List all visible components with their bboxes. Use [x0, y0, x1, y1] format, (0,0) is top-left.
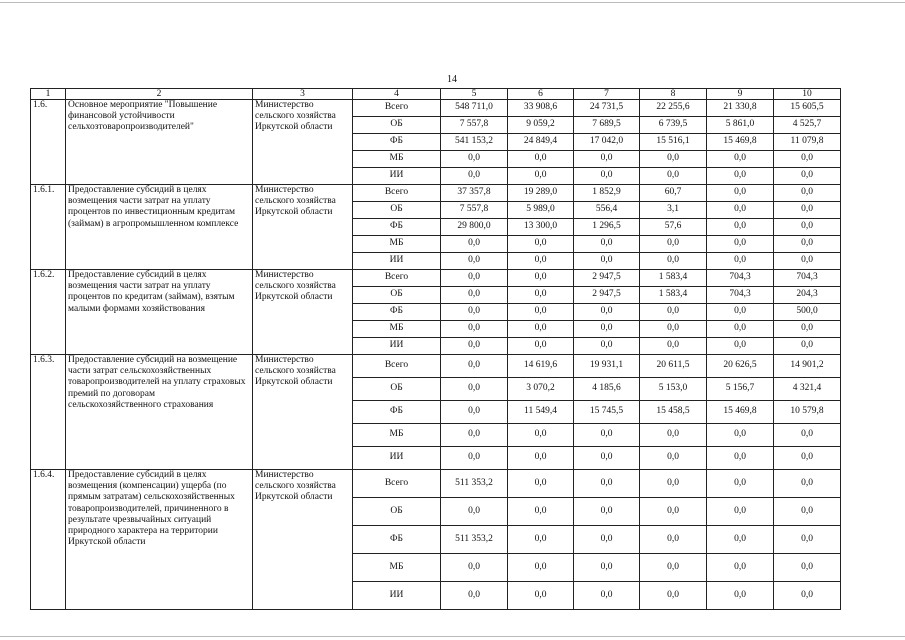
row-title: Основное мероприятие "Повышение финансовой устойчивости сельхозтоваропроизводителей"	[66, 100, 253, 185]
value-cell: 0,0	[574, 424, 640, 447]
value-cell: 22 255,6	[640, 100, 707, 117]
value-cell: 0,0	[774, 236, 841, 253]
row-title: Предоставление субсидий в целях возмещения (компенсации) ущерба (по прямым затратам) сельскохозяйственных товаропроизводителей, причиненного в результате чрезвычайных ситуаций природного характера на территории Иркутской области	[66, 470, 253, 610]
value-cell: 0,0	[441, 378, 508, 401]
value-cell: 0,0	[774, 582, 841, 610]
value-cell: 541 153,2	[441, 134, 508, 151]
funding-source: ФБ	[353, 304, 441, 321]
value-cell: 0,0	[441, 287, 508, 304]
value-cell: 0,0	[640, 554, 707, 582]
value-cell: 14 619,6	[508, 355, 574, 378]
funding-source: МБ	[353, 321, 441, 338]
value-cell: 0,0	[774, 185, 841, 202]
value-cell: 21 330,8	[707, 100, 774, 117]
value-cell: 0,0	[441, 554, 508, 582]
value-cell: 0,0	[640, 582, 707, 610]
value-cell: 0,0	[508, 253, 574, 270]
value-cell: 0,0	[441, 355, 508, 378]
value-cell: 0,0	[640, 151, 707, 168]
table-row	[31, 100, 841, 117]
value-cell: 0,0	[508, 151, 574, 168]
value-cell: 0,0	[574, 498, 640, 526]
value-cell: 0,0	[441, 401, 508, 424]
value-cell: 14 901,2	[774, 355, 841, 378]
header-cell: 9	[707, 89, 774, 100]
value-cell: 0,0	[508, 424, 574, 447]
value-cell: 0,0	[774, 526, 841, 554]
budget-table	[30, 88, 841, 610]
value-cell: 0,0	[774, 253, 841, 270]
value-cell: 24 731,5	[574, 100, 640, 117]
funding-source: Всего	[353, 355, 441, 378]
value-cell: 0,0	[707, 151, 774, 168]
funding-source: Всего	[353, 185, 441, 202]
value-cell: 0,0	[640, 470, 707, 498]
table-row	[31, 185, 841, 202]
value-cell: 0,0	[774, 219, 841, 236]
value-cell: 0,0	[707, 498, 774, 526]
value-cell: 0,0	[441, 236, 508, 253]
value-cell: 5 153,0	[640, 378, 707, 401]
value-cell: 0,0	[640, 498, 707, 526]
scan-edge-bottom	[0, 636, 905, 637]
value-cell: 548 711,0	[441, 100, 508, 117]
value-cell: 704,3	[707, 287, 774, 304]
value-cell: 0,0	[640, 253, 707, 270]
value-cell: 0,0	[707, 236, 774, 253]
header-cell: 7	[574, 89, 640, 100]
header-cell: 2	[66, 89, 253, 100]
table-row	[31, 270, 841, 287]
value-cell: 0,0	[508, 236, 574, 253]
value-cell: 0,0	[441, 270, 508, 287]
value-cell: 29 800,0	[441, 219, 508, 236]
header-cell: 10	[774, 89, 841, 100]
funding-source: ОБ	[353, 378, 441, 401]
value-cell: 704,3	[707, 270, 774, 287]
value-cell: 204,3	[774, 287, 841, 304]
funding-source: ИИ	[353, 338, 441, 355]
value-cell: 24 849,4	[508, 134, 574, 151]
header-cell: 5	[441, 89, 508, 100]
header-cell: 6	[508, 89, 574, 100]
value-cell: 0,0	[441, 151, 508, 168]
value-cell: 0,0	[574, 253, 640, 270]
value-cell: 1 583,4	[640, 270, 707, 287]
value-cell: 13 300,0	[508, 219, 574, 236]
value-cell: 0,0	[774, 338, 841, 355]
funding-source: ФБ	[353, 134, 441, 151]
value-cell: 500,0	[774, 304, 841, 321]
value-cell: 0,0	[574, 304, 640, 321]
value-cell: 0,0	[707, 582, 774, 610]
value-cell: 0,0	[707, 202, 774, 219]
value-cell: 1 852,9	[574, 185, 640, 202]
table-row	[31, 470, 841, 498]
row-org: Министерство сельского хозяйства Иркутской области	[253, 185, 353, 270]
value-cell: 0,0	[707, 447, 774, 470]
funding-source: МБ	[353, 236, 441, 253]
funding-source: ОБ	[353, 287, 441, 304]
value-cell: 0,0	[707, 304, 774, 321]
value-cell: 4 321,4	[774, 378, 841, 401]
value-cell: 0,0	[441, 168, 508, 185]
value-cell: 556,4	[574, 202, 640, 219]
value-cell: 0,0	[707, 424, 774, 447]
funding-source: Всего	[353, 270, 441, 287]
row-title: Предоставление субсидий в целях возмещения части затрат на уплату процентов по кредитам (займам), взятым малыми формами хозяйствования	[66, 270, 253, 355]
value-cell: 20 626,5	[707, 355, 774, 378]
value-cell: 15 469,8	[707, 134, 774, 151]
value-cell: 4 185,6	[574, 378, 640, 401]
row-title: Предоставление субсидий в целях возмещения части затрат на уплату процентов по инвестиционным кредитам (займам) в агропромышленном комплексе	[66, 185, 253, 270]
value-cell: 7 557,8	[441, 117, 508, 134]
value-cell: 0,0	[508, 554, 574, 582]
funding-source: ОБ	[353, 498, 441, 526]
value-cell: 0,0	[441, 424, 508, 447]
funding-source: Всего	[353, 470, 441, 498]
value-cell: 57,6	[640, 219, 707, 236]
value-cell: 0,0	[640, 321, 707, 338]
value-cell: 0,0	[774, 202, 841, 219]
value-cell: 0,0	[774, 554, 841, 582]
value-cell: 0,0	[441, 321, 508, 338]
funding-source: ОБ	[353, 202, 441, 219]
funding-source: МБ	[353, 554, 441, 582]
value-cell: 0,0	[707, 219, 774, 236]
value-cell: 0,0	[574, 470, 640, 498]
value-cell: 19 289,0	[508, 185, 574, 202]
funding-source: ФБ	[353, 526, 441, 554]
funding-source: ФБ	[353, 219, 441, 236]
value-cell: 0,0	[508, 270, 574, 287]
value-cell: 0,0	[774, 424, 841, 447]
value-cell: 10 579,8	[774, 401, 841, 424]
funding-source: МБ	[353, 424, 441, 447]
value-cell: 1 296,5	[574, 219, 640, 236]
header-cell: 3	[253, 89, 353, 100]
value-cell: 0,0	[640, 424, 707, 447]
value-cell: 15 469,8	[707, 401, 774, 424]
value-cell: 0,0	[640, 447, 707, 470]
value-cell: 0,0	[574, 582, 640, 610]
row-code: 1.6.4.	[31, 470, 66, 610]
value-cell: 0,0	[707, 168, 774, 185]
value-cell: 15 458,5	[640, 401, 707, 424]
value-cell: 0,0	[774, 321, 841, 338]
row-org: Министерство сельского хозяйства Иркутской области	[253, 100, 353, 185]
scan-edge-top	[0, 2, 905, 3]
value-cell: 0,0	[441, 582, 508, 610]
table-row	[31, 355, 841, 378]
value-cell: 0,0	[640, 236, 707, 253]
value-cell: 0,0	[508, 287, 574, 304]
value-cell: 7 689,5	[574, 117, 640, 134]
value-cell: 0,0	[508, 168, 574, 185]
value-cell: 0,0	[574, 168, 640, 185]
value-cell: 7 557,8	[441, 202, 508, 219]
value-cell: 20 611,5	[640, 355, 707, 378]
value-cell: 11 079,8	[774, 134, 841, 151]
value-cell: 0,0	[508, 304, 574, 321]
value-cell: 0,0	[774, 470, 841, 498]
value-cell: 0,0	[707, 338, 774, 355]
row-title: Предоставление субсидий на возмещение части затрат сельскохозяйственных товаропроизводителей на уплату страховых премий по договорам сельскохозяйственного страхования	[66, 355, 253, 470]
value-cell: 33 908,6	[508, 100, 574, 117]
value-cell: 2 947,5	[574, 270, 640, 287]
value-cell: 11 549,4	[508, 401, 574, 424]
value-cell: 5 989,0	[508, 202, 574, 219]
value-cell: 3,1	[640, 202, 707, 219]
value-cell: 0,0	[441, 253, 508, 270]
value-cell: 0,0	[640, 526, 707, 554]
value-cell: 0,0	[574, 338, 640, 355]
funding-source: ФБ	[353, 401, 441, 424]
row-code: 1.6.1.	[31, 185, 66, 270]
row-org: Министерство сельского хозяйства Иркутской области	[253, 470, 353, 610]
value-cell: 511 353,2	[441, 526, 508, 554]
header-cell: 8	[640, 89, 707, 100]
value-cell: 0,0	[774, 151, 841, 168]
funding-source: ИИ	[353, 447, 441, 470]
funding-source: ИИ	[353, 168, 441, 185]
header-cell: 4	[353, 89, 441, 100]
value-cell: 0,0	[441, 447, 508, 470]
value-cell: 0,0	[574, 151, 640, 168]
value-cell: 0,0	[707, 526, 774, 554]
value-cell: 2 947,5	[574, 287, 640, 304]
value-cell: 0,0	[707, 470, 774, 498]
row-code: 1.6.2.	[31, 270, 66, 355]
value-cell: 0,0	[574, 236, 640, 253]
value-cell: 0,0	[441, 338, 508, 355]
value-cell: 5 861,0	[707, 117, 774, 134]
value-cell: 0,0	[574, 447, 640, 470]
value-cell: 0,0	[774, 498, 841, 526]
header-cell: 1	[31, 89, 66, 100]
funding-source: Всего	[353, 100, 441, 117]
row-code: 1.6.3.	[31, 355, 66, 470]
page-number: 14	[447, 74, 457, 85]
value-cell: 0,0	[508, 582, 574, 610]
value-cell: 4 525,7	[774, 117, 841, 134]
value-cell: 0,0	[508, 470, 574, 498]
value-cell: 704,3	[774, 270, 841, 287]
value-cell: 0,0	[707, 321, 774, 338]
value-cell: 511 353,2	[441, 470, 508, 498]
funding-source: ИИ	[353, 582, 441, 610]
value-cell: 17 042,0	[574, 134, 640, 151]
value-cell: 0,0	[640, 338, 707, 355]
value-cell: 0,0	[508, 498, 574, 526]
value-cell: 6 739,5	[640, 117, 707, 134]
value-cell: 0,0	[707, 185, 774, 202]
value-cell: 0,0	[574, 554, 640, 582]
value-cell: 1 583,4	[640, 287, 707, 304]
value-cell: 19 931,1	[574, 355, 640, 378]
value-cell: 5 156,7	[707, 378, 774, 401]
row-org: Министерство сельского хозяйства Иркутской области	[253, 270, 353, 355]
value-cell: 0,0	[707, 554, 774, 582]
value-cell: 0,0	[774, 168, 841, 185]
value-cell: 0,0	[508, 338, 574, 355]
value-cell: 9 059,2	[508, 117, 574, 134]
value-cell: 0,0	[640, 304, 707, 321]
funding-source: ИИ	[353, 253, 441, 270]
value-cell: 0,0	[441, 304, 508, 321]
funding-source: ОБ	[353, 117, 441, 134]
value-cell: 3 070,2	[508, 378, 574, 401]
value-cell: 15 605,5	[774, 100, 841, 117]
value-cell: 15 516,1	[640, 134, 707, 151]
value-cell: 0,0	[574, 526, 640, 554]
value-cell: 0,0	[774, 447, 841, 470]
value-cell: 37 357,8	[441, 185, 508, 202]
header-row	[31, 89, 841, 100]
value-cell: 0,0	[508, 526, 574, 554]
value-cell: 15 745,5	[574, 401, 640, 424]
row-org: Министерство сельского хозяйства Иркутской области	[253, 355, 353, 470]
value-cell: 0,0	[574, 321, 640, 338]
funding-source: МБ	[353, 151, 441, 168]
row-code: 1.6.	[31, 100, 66, 185]
value-cell: 0,0	[640, 168, 707, 185]
value-cell: 0,0	[707, 253, 774, 270]
value-cell: 0,0	[508, 321, 574, 338]
value-cell: 0,0	[508, 447, 574, 470]
value-cell: 60,7	[640, 185, 707, 202]
value-cell: 0,0	[441, 498, 508, 526]
